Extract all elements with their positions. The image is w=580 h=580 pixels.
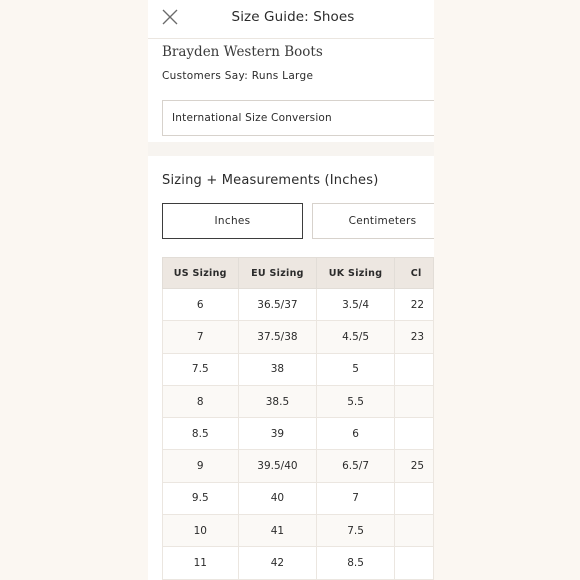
table-cell: 5.5: [317, 385, 394, 417]
table-row: [163, 547, 434, 579]
table-cell: 8: [163, 385, 239, 417]
table-cell: [394, 547, 433, 579]
table-cell: 38.5: [238, 385, 317, 417]
table-row: [163, 418, 434, 450]
table-row: [163, 515, 434, 547]
table-row: [163, 385, 434, 417]
table-cell: 39: [238, 418, 317, 450]
table-cell: [394, 418, 433, 450]
table-row: [163, 321, 434, 353]
table-cell: 7.5: [317, 515, 394, 547]
table-cell: 5: [317, 353, 394, 385]
column-header-us: US Sizing: [163, 258, 239, 289]
section-title: Sizing + Measurements (Inches): [162, 173, 379, 188]
table-cell: 6.5/7: [317, 450, 394, 482]
table-cell: 42: [238, 547, 317, 579]
table-cell: 9: [163, 450, 239, 482]
size-guide-panel: [148, 0, 434, 580]
international-size-conversion-button[interactable]: [162, 100, 434, 136]
centimeters-toggle-button[interactable]: Centimeters: [312, 203, 434, 239]
column-header-uk: UK Sizing: [317, 258, 394, 289]
table-cell: 4.5/5: [317, 321, 394, 353]
table-cell: 7: [317, 482, 394, 514]
table-cell: 11: [163, 547, 239, 579]
close-icon[interactable]: [161, 8, 179, 26]
column-header-truncated: Cl: [394, 258, 433, 289]
table-row: [163, 482, 434, 514]
table-header-row: [163, 258, 434, 289]
table-cell: 7.5: [163, 353, 239, 385]
table-cell: 6: [317, 418, 394, 450]
table-cell: 22: [394, 289, 433, 321]
table-cell: 6: [163, 289, 239, 321]
table-cell: [394, 515, 433, 547]
table-cell: [394, 353, 433, 385]
table-cell: 10: [163, 515, 239, 547]
fit-note: Customers Say: Runs Large: [162, 70, 314, 82]
table-cell: 25: [394, 450, 433, 482]
table-cell: 38: [238, 353, 317, 385]
international-size-conversion-label: International Size Conversion: [172, 112, 332, 124]
table-cell: [394, 482, 433, 514]
table-row: [163, 289, 434, 321]
table-cell: 8.5: [163, 418, 239, 450]
inches-toggle-button[interactable]: Inches: [162, 203, 303, 239]
size-table: [162, 257, 434, 580]
table-cell: 40: [238, 482, 317, 514]
section-divider: [148, 142, 434, 156]
page-title: Size Guide: Shoes: [231, 9, 355, 25]
table-cell: 8.5: [317, 547, 394, 579]
table-row: [163, 353, 434, 385]
table-cell: 3.5/4: [317, 289, 394, 321]
table-cell: 36.5/37: [238, 289, 317, 321]
table-cell: 39.5/40: [238, 450, 317, 482]
column-header-eu: EU Sizing: [238, 258, 317, 289]
panel-header: [148, 0, 434, 39]
table-cell: 7: [163, 321, 239, 353]
table-cell: 41: [238, 515, 317, 547]
table-row: [163, 450, 434, 482]
product-name: Brayden Western Boots: [162, 44, 323, 60]
table-cell: [394, 385, 433, 417]
table-cell: 23: [394, 321, 433, 353]
table-cell: 37.5/38: [238, 321, 317, 353]
table-cell: 9.5: [163, 482, 239, 514]
